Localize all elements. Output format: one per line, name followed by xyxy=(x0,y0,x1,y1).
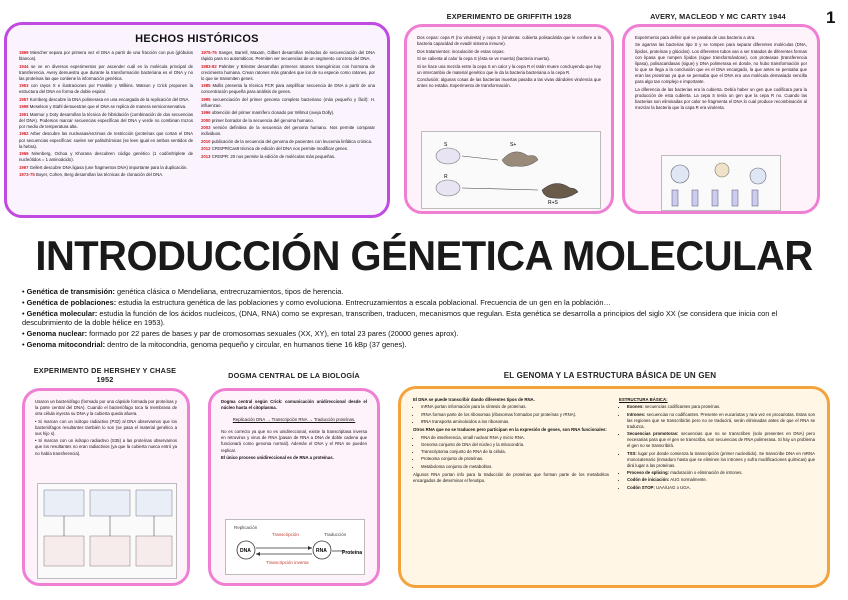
dogma-diagram xyxy=(226,520,366,576)
item-term: Proceso de splicing: xyxy=(627,470,670,476)
hechos-entry: 1975-75 Sanger, Barrell, Maxam, Gilbert desarrollan métodos de secuenciación del DNA rápido para no automáticos. Permiten ver secuencias de un segmento concreto del DNA. xyxy=(201,50,375,62)
griffith-label-s: S xyxy=(444,142,448,148)
gen-func-list xyxy=(413,435,609,470)
item-term: Secuencias promotoras: xyxy=(627,431,679,437)
bullet-item xyxy=(22,287,828,296)
griffith-paragraph: Dos tratamientos: inoculación de estas cepas. xyxy=(417,48,505,54)
year-label: 1869 xyxy=(19,50,29,55)
hechos-entry: 2000 primer borrador de la secuencia del genoma humano. xyxy=(201,117,314,123)
gen-algunos: Algunos RNA portan info para la traducción de proteínas que forman parte de los metabolitos encargados de determinar el fenotipo. xyxy=(413,471,609,483)
bullet-dot: • xyxy=(22,308,27,318)
hechos-entry: 2012 CRISPR/Cas9 técnica de edición del DNA nos permite modificar genes. xyxy=(201,146,349,152)
griffith-box xyxy=(404,24,614,214)
gen-rna-item: • tRNA transporta aminoácidos a los ribosomas. xyxy=(421,419,609,425)
bullet-term: Genética molecular: xyxy=(26,308,98,318)
year-label: 1961 xyxy=(19,111,29,117)
page-number: 1 xyxy=(826,8,836,27)
gen-estructura-item: • Intrones: secuencias no codificantes. Presente en eucariotas y rara vez en procariotas. Estas son las regiones que se transcribirán pero no se traducirá, serán eliminadas antes de que el RNA se traduzca. xyxy=(627,412,815,430)
year-label: 2003 xyxy=(201,125,211,131)
griffith-paragraph: Si se calienta al calor la cepa S (ésta se ve muerta) (bacteria muerta). xyxy=(417,56,551,62)
item-term: Codón STOP: xyxy=(627,484,655,490)
hershey-title: EXPERIMENTO DE HERSHEY Y CHASE 1952 xyxy=(33,366,177,384)
avery-text xyxy=(625,27,817,111)
griffith-figure xyxy=(421,131,601,209)
bullet-list xyxy=(22,287,828,350)
hechos-entry: 1944 se ve en diversos experimentos por ascender cuál es la molécula principal de transferencia. Avery demuestra que durante la transformación bacteriana es el DNA y no las proteínas las que contiene la información genética. xyxy=(19,63,193,81)
dogma-label-dna: DNA xyxy=(240,548,251,554)
hershey-paragraph: • Si marcan con un isótopo radiactivo (P32) al DNA observamos que los bacteriófagos resultantes también lo son (se pasa el material genético a sus hijo s). xyxy=(35,418,177,436)
hechos-entry: 1996 obtención del primer mamífero clonado por Wilmut (oveja Dolly). xyxy=(201,110,335,116)
gen-estructura-item: • Codón STOP: UAA/UAG o UGA. xyxy=(627,485,815,491)
year-label: 2010 xyxy=(201,138,211,144)
bullet-item xyxy=(22,340,828,349)
dogma-title: DOGMA CENTRAL DE LA BIOLOGÍA xyxy=(228,371,360,380)
year-label: 1995 xyxy=(201,96,211,102)
year-label: 1975-75 xyxy=(201,50,217,55)
dogma-label-proteina: Proteína xyxy=(342,550,363,556)
gen-otros: Otros RNA que no se traducen pero participan en la expresión de genes, son RNA funcionales: xyxy=(413,427,607,433)
gen-col-right xyxy=(619,397,815,492)
bullet-dot: • xyxy=(22,339,27,349)
bullet-text: estudia la función de los ácidos nucleicos, (DNA, RNA) como se expresan, transcriben, traducen, mecanismos que regulan. Esta genética se desarrolla a principios del siglo XX (se considera que inicia con el descubrimiento de la doble hélice en 1953). xyxy=(22,308,778,327)
hechos-entry: 1958 Meselson y Stahl demuestran que el DNA se replica de manera semiconservativa. xyxy=(19,104,187,110)
item-term: Intrones: xyxy=(627,411,646,417)
hechos-entry: 2013 CRISPR: 20 nos permite la edición de moléculas más pequeñas. xyxy=(201,153,336,159)
gen-func-item: • RNA de interferencia, small nuclear RNA y micro RNA. xyxy=(421,435,609,441)
hechos-entry: 1973-75 Boyer, Cohen, Berg desarrollan las técnicas de clonación del DNA. xyxy=(19,172,164,178)
avery-paragraph: La diferencia de las bacterias era la cubierta. Debía haber un gen que codificara para la producción de esta cubierta. La cepa S tenía un gen que la cepa R no. Cuando las bacterias son eliminadas por calor se fragmenta el DNA lo cual produce recombinación al mezclar la bacteria que la capa R era virulenta. xyxy=(635,86,807,110)
bullet-term: Genética de transmisión: xyxy=(26,287,115,296)
hechos-entry: 1983-82 Palmiter y Brinster desarrollan primeros ratones transgénicos con hormona de crecimiento humana. Crean ratones más grandes que los de su especie como ratones, por lo que se transmiten genes. xyxy=(201,63,375,81)
bullet-item xyxy=(22,309,828,328)
hershey-figure xyxy=(37,483,177,579)
griffith-text xyxy=(407,27,611,89)
gen-estructura-item: • Proceso de splicing: maduración o eliminación de intrones. xyxy=(627,470,815,476)
gen-estructura-item: • Codón de iniciación: AUG normalmente. xyxy=(627,477,815,483)
dogma-label-rna: RNA xyxy=(316,548,327,554)
griffith-title: EXPERIMENTO DE GRIFFITH 1928 xyxy=(446,12,572,21)
hechos-entry: 1961 Marmur y Doty desarrollan la técnica de hibridación (combinación de dos secuencias del DNA). Podemos marcar secuencias específicas del DNA y verde no combinan trozos por medio de temperatura alta. xyxy=(19,111,193,129)
avery-figure xyxy=(661,155,781,211)
hershey-box xyxy=(22,388,190,586)
bullet-text: dentro de la mitocondria, genoma pequeño y circular, en humanos tiene 16 kBp (37 genes). xyxy=(105,339,407,349)
gen-func-item: • Metaboloma conjunto de metabolitos. xyxy=(421,464,609,470)
hershey-paragraph: Usaron un bacteriófago (formado por una cápside formada por proteínas y la parte central del DNA). Cuando el bacteriófago toca la membrana de otra célula inyecta su DNA y la cubierta queda afuera. xyxy=(35,399,177,417)
bullet-item xyxy=(22,298,828,307)
hechos-entry: 2003 versión definitiva de la secuencia del genoma humano. Nos permite comparar individuos. xyxy=(201,125,375,137)
hershey-text xyxy=(25,391,187,457)
bullet-term: Genética de poblaciones: xyxy=(26,297,117,307)
gen-box xyxy=(398,386,830,588)
hershey-paragraph: • Si marcan con un isótopo radiactivo (S35) a las proteínas observamos que los resultantes no eran radiactivos (ya que la cubierta nunca entró ya no había transferencia). xyxy=(35,438,177,456)
dogma-box xyxy=(208,388,380,586)
dogma-label-transcripcion: Transcripción xyxy=(272,532,299,537)
year-label: 2000 xyxy=(201,117,211,123)
dogma-label-inversa: Transcripción inversa xyxy=(266,560,309,565)
gen-estructura-list xyxy=(619,404,815,490)
griffith-paragraph: Si se hace una mezcla entre la cepa S en calor y la cepa R el ratón muere concluyendo que hay un intercambio de material genético que le da la bacteria bacteriana a la cepa R. xyxy=(417,63,601,75)
griffith-paragraph: Conclusión: algunas cosas de las bacterias muertas pasaba a las vivas dándoles virulencia que antes no estaba. Experimento de transformación. xyxy=(417,77,601,89)
gen-rna-list xyxy=(413,404,609,425)
year-label: 1966 xyxy=(19,151,29,157)
year-label: 1958 xyxy=(19,104,29,110)
hechos-entry: 1967 Gellert descubre DNA ligasa (une fragmentos DNA) importante para la duplicación. xyxy=(19,164,188,170)
year-label: 1983-82 xyxy=(201,63,217,69)
griffith-label-r: R xyxy=(444,174,448,180)
hechos-entry: 1953 con rayos X e ilustraciones por Franklin y Wilkins. Watson y Crick proponen la estructura del DNA en forma de doble espiral. xyxy=(19,83,193,95)
year-label: 1957 xyxy=(19,96,29,102)
hechos-entry: 2010 publicación de la secuencia del genoma de pacientes con leucemia linfática crónica. xyxy=(201,138,373,144)
avery-box xyxy=(622,24,820,214)
hechos-entry: 1962 Arber descubre las nucleasas/enzimas de restricción (proteínas que cortan el DNA por secuencias específicas: suelen ser palindrómicas (se leen igual en ambos sentidos de la hebra). xyxy=(19,131,193,149)
gen-intro: El DNA se puede transcribir dando diferentes tipos de RNA. xyxy=(413,397,535,402)
hechos-entry: 1957 Kornberg descubre la DNA polimerasa en una encargada de la replicación del DNA. xyxy=(19,96,190,102)
gen-col-left xyxy=(413,397,609,492)
bullet-dot: • xyxy=(22,297,27,307)
year-label: 1985 xyxy=(201,83,211,89)
dogma-body: No es correcto ya que no es unidireccional, existe la transcriptasa inversa en retrovirus y virus de RNA (pasan de RNA a DNA de doble cadena que funcionará como genoma normal). Además el DNA y el RNA se pueden replicar. xyxy=(221,429,367,453)
gen-estructura-title: ESTRUCTURA BÁSICA: xyxy=(619,397,668,402)
avery-diagram xyxy=(662,156,782,212)
hechos-entry: 1995 secuenciación del primer genoma completo bacteriano (más pequeño y fácil): H. influenzae. xyxy=(201,96,375,108)
year-label: 1944 xyxy=(19,63,29,69)
hechos-entry: 1985 Mullis presenta la técnica PCR para amplificar secuencia de DNA a partir de una concentración pequeña para análisis de genes. xyxy=(201,83,375,95)
dogma-label-replicacion: Replicación xyxy=(234,525,258,530)
griffith-label-mix: R+S xyxy=(548,200,558,206)
dogma-label-traduccion: Traducción xyxy=(324,532,347,537)
bullet-term: Genoma mitocondrial: xyxy=(26,339,106,349)
gen-func-item: • Genoma conjunto de DNA del núcleo y la mitocondria. xyxy=(421,442,609,448)
year-label: 1953 xyxy=(19,83,29,89)
griffith-label-s-heat: S+ xyxy=(510,142,517,148)
year-label: 1973-75 xyxy=(19,172,35,178)
gen-func-item: • Transcriptoma conjunto de RNA de la célula. xyxy=(421,449,609,455)
hechos-col-1 xyxy=(19,50,193,180)
gen-estructura-item: • Exones: secuencias codificantes para proteínas. xyxy=(627,404,815,410)
gen-func-item: • Proteoma conjunto de proteínas. xyxy=(421,456,609,462)
gen-estructura-item: • TSS: lugar por donde comienza la transcripción (primer nucleótido). Se transcribe DNA en mRNA monocatenario (inmaduro hasta que se eliminen los intrones y sufra modificaciones químicas) que dirá lugar a las proteínas. xyxy=(627,451,815,469)
dogma-flow: Replicación DNA → Transcripción RNA → Traducción proteínas. xyxy=(232,417,356,423)
year-label: 1962 xyxy=(19,131,29,137)
griffith-paragraph: Dos cepas: cepa R (no virulenta) y cepa S (virulenta: cubierta polisacárida que le confiere a la bacteria capacidad de evadir sistema inmune). xyxy=(417,35,601,47)
bullet-text: genética clásica o Mendeliana, entrecruzamientos, tipos de herencia. xyxy=(114,287,344,296)
bullet-text: formado por 22 pares de bases y par de cromosomas sexuales (XX, XY), en total 23 pares (20000 genes aprox). xyxy=(87,328,459,338)
bullet-term: Genoma nuclear: xyxy=(26,328,88,338)
griffith-diagram xyxy=(422,132,602,210)
hechos-entry: 1966 Nirenberg, Ochoa y Khorana descubren código genético (1 codón/triplete de nucleótidos = 1 aminoácido). xyxy=(19,151,193,163)
dogma-intro: Dogma central según Crick: comunicación unidireccional desde el núcleo hasta el citoplasma. xyxy=(221,399,367,411)
hershey-diagram xyxy=(38,484,178,580)
year-label: 1996 xyxy=(201,110,211,116)
bullet-dot: • xyxy=(22,328,27,338)
item-term: Codón de iniciación: xyxy=(627,477,670,483)
item-term: Exones: xyxy=(627,404,644,410)
gen-rna-item: • mRNA portan información para la síntesis de proteínas. xyxy=(421,404,609,410)
avery-paragraph: Experimento para definir qué se pasaba de una bacteria a otra. xyxy=(635,35,756,40)
dogma-figure xyxy=(225,519,365,575)
hechos-entry: 1869 Miescher separa por primera vez el DNA a partir de una fracción con pus (glóbulos blancos). xyxy=(19,50,193,62)
bullet-dot: • xyxy=(22,287,27,296)
hechos-title: HECHOS HISTÓRICOS xyxy=(135,33,259,45)
hechos-box xyxy=(4,22,390,218)
bullet-item xyxy=(22,329,828,338)
avery-title: AVERY, MACLEOD Y MC CARTY 1944 xyxy=(650,12,786,21)
dogma-unique: El único proceso unidireccional es de RNA a proteínas. xyxy=(221,455,334,461)
main-title: INTRODUCCIÓN GÉNETICA MOLECULAR xyxy=(35,232,813,279)
year-label: 2012 xyxy=(201,146,211,152)
gen-title: EL GENOMA Y LA ESTRUCTURA BÁSICA DE UN GEN xyxy=(503,371,717,380)
year-label: 2013 xyxy=(201,153,211,159)
gen-rna-item: • rRNA forman parte de los ribosomas (ribosomas formados por proteínas y rRNA). xyxy=(421,412,609,418)
gen-estructura-item: • Secuencias promotoras: secuencias que no se transcriben (solo presentes en DNA) pero necesarias para que el gen se transcriba, son secuencias de RNA polimerasa. Si hay un problema el gen no se transcribirá. xyxy=(627,431,815,449)
year-label: 1967 xyxy=(19,164,29,170)
item-term: TSS: xyxy=(627,450,637,456)
avery-paragraph: Se agarran las bacterias tipo S y se rompen para separar diferentes moléculas (DNA, lípidos, proteínas y glúcidos). Los diferentes tubos van a ser tratados de diferentes formas con lipasa que rompen lípidos (sigue transformándose), con proteasas (transferencia lipasa), polisacaridasas (sigue) y DNA polimerasa en donde, no hubo transformación por lo que se llega a la conclusión que es el DNA encargado, la que antes se pensaba que eran las proteínas ya que se pensaba que el DNA era una molécula demasiado sencilla para algo tan complejo e importante. xyxy=(635,42,807,85)
bullet-text: estudia la estructura genética de las poblaciones y como evoluciona. Entrecruzamientos a escala poblacional. Frecuencia de un gen en la población… xyxy=(116,297,611,307)
hechos-col-2 xyxy=(201,50,375,180)
